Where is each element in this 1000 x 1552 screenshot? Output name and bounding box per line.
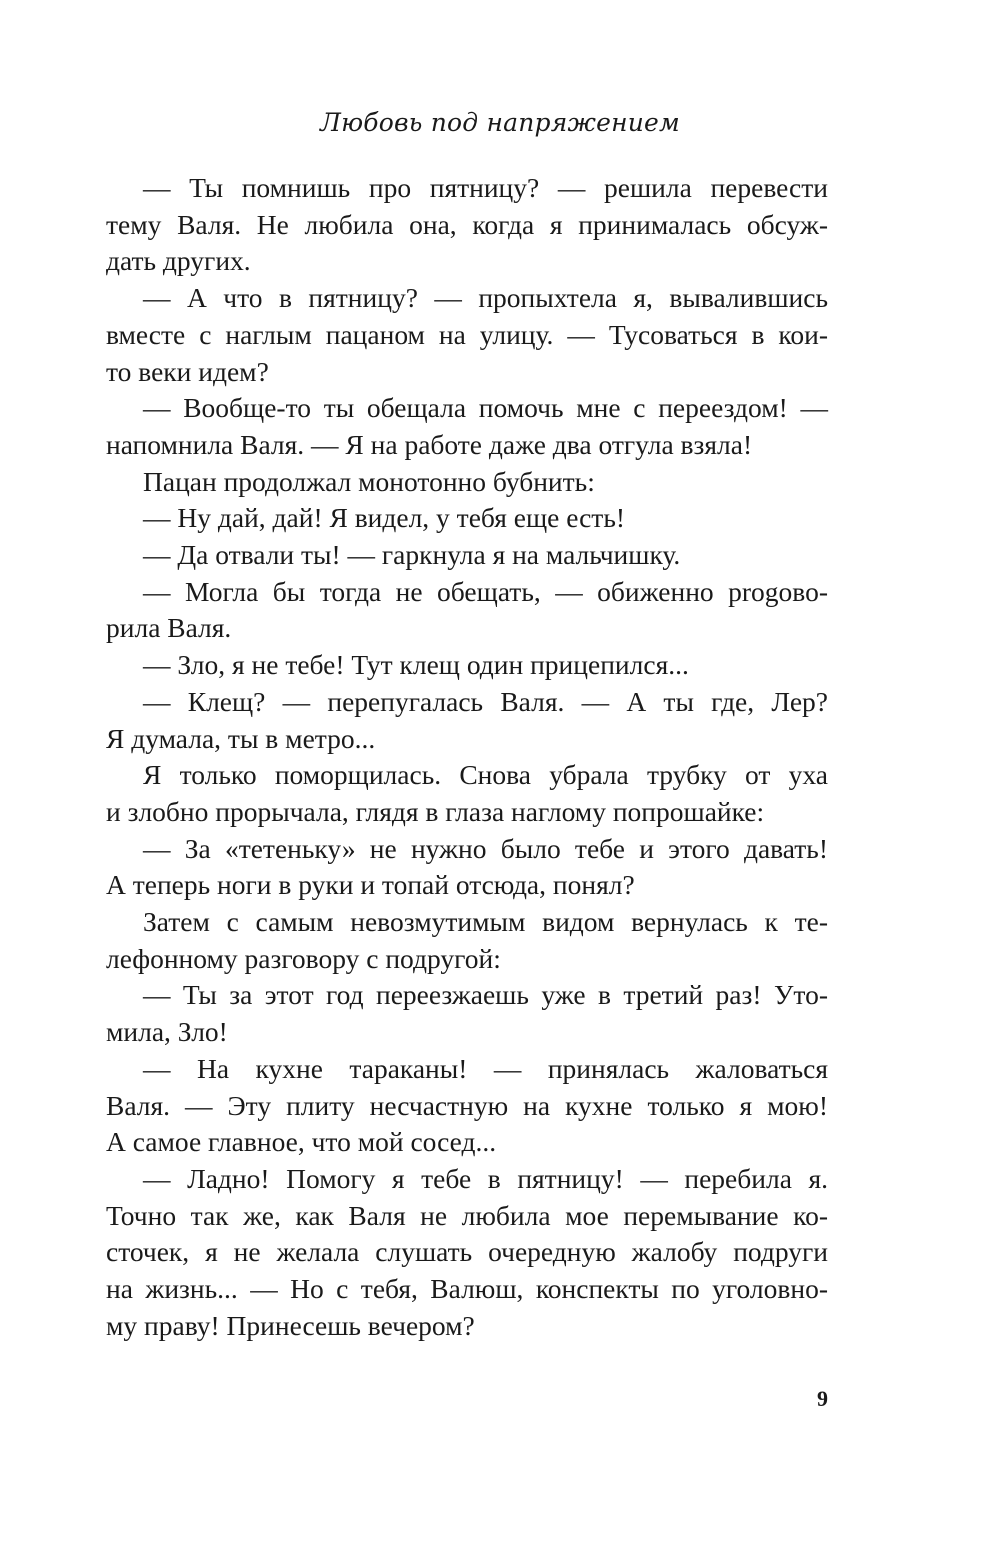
text-line: лефонному разговору с подругой: bbox=[106, 942, 501, 974]
text-line: Точно так же, как Валя не любила мое перемывание ко- bbox=[106, 1199, 828, 1231]
text-line: напомнила Валя. — Я на работе даже два отгула взяла! bbox=[106, 428, 753, 460]
body-text bbox=[106, 170, 828, 1345]
text-line: — Да отвали ты! — гаркнула я на мальчишку. bbox=[143, 539, 681, 571]
text-line: то веки идем? bbox=[106, 355, 269, 387]
text-line: сточек, я не желала слушать очередную жалобу подруги bbox=[106, 1236, 828, 1268]
text-line: А теперь ноги в руки и топай отсюда, понял? bbox=[106, 869, 635, 901]
text-line: мила, Зло! bbox=[106, 1016, 228, 1048]
text-line: — Ну дай, дай! Я видел, у тебя еще есть! bbox=[143, 502, 626, 534]
running-head: Любовь под напряжением bbox=[320, 108, 680, 137]
text-line: — Ладно! Помогу я тебе в пятницу! — перебила я. bbox=[143, 1162, 828, 1194]
text-line: на жизнь... — Но с тебя, Валюш, конспекты по уголовно- bbox=[106, 1273, 828, 1305]
text-line: Валя. — Эту плиту несчастную на кухне только я мою! bbox=[106, 1089, 828, 1121]
text-line: — Вообще-то ты обещала помочь мне с переездом! — bbox=[143, 392, 828, 424]
text-line: рила Валя. bbox=[106, 612, 232, 644]
text-line: дать других. bbox=[106, 245, 251, 277]
text-line: и злобно прорычала, глядя в глаза наглому попрошайке: bbox=[106, 795, 765, 827]
text-line: Я думала, ты в метро... bbox=[106, 722, 376, 754]
text-line: — Ты помнишь про пятницу? — решила перевести bbox=[143, 172, 828, 203]
text-line: — А что в пятницу? — пропыхтела я, вывалившись bbox=[143, 282, 828, 314]
text-line: вместе с наглым пацаном на улицу. — Тусоваться в кои- bbox=[106, 318, 828, 350]
text-line: — Клещ? — перепугалась Валя. — А ты где, Лер? bbox=[143, 685, 828, 717]
text-line: — За «тетеньку» не нужно было тебе и этого давать! bbox=[143, 832, 828, 864]
text-line: му праву! Принесешь вечером? bbox=[106, 1309, 475, 1341]
text-line: — Зло, я не тебе! Тут клещ один прицепился... bbox=[143, 649, 689, 681]
text-line: А самое главное, что мой сосед... bbox=[106, 1126, 497, 1158]
text-line: — На кухне тараканы! — принялась жаловаться bbox=[143, 1052, 828, 1084]
text-line: — Могла бы тогда не обещать, — обиженно progово- bbox=[143, 575, 828, 607]
text-line: тему Валя. Не любила она, когда я принималась обсуж- bbox=[106, 208, 828, 240]
text-line: Я только поморщилась. Снова убрала трубку от уха bbox=[143, 759, 828, 791]
text-line: — Ты за этот год переезжаешь уже в третий раз! Уто- bbox=[143, 979, 828, 1011]
text-line: Затем с самым невозмутимым видом вернулась к те- bbox=[143, 906, 828, 938]
text-line: Пацан продолжал монотонно бубнить: bbox=[143, 465, 595, 497]
page-number: 9 bbox=[817, 1386, 828, 1411]
